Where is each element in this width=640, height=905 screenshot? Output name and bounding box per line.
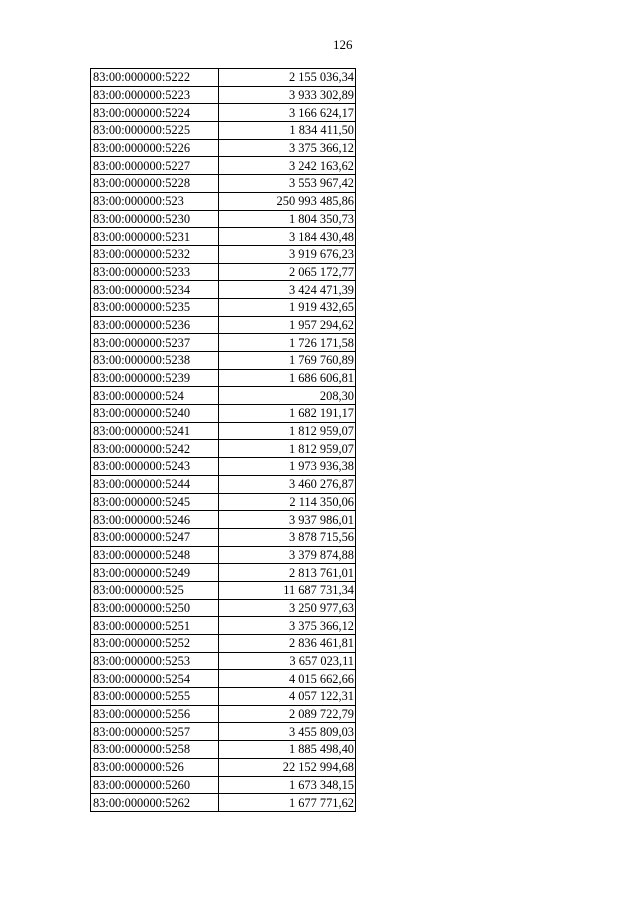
table-row <box>91 422 356 440</box>
table-row <box>91 688 356 706</box>
table-row <box>91 475 356 493</box>
table-row <box>91 741 356 759</box>
table-row <box>91 635 356 653</box>
value-cell: 1 957 294,62 <box>219 316 356 334</box>
value-cell: 3 242 163,62 <box>219 157 356 175</box>
value-cell: 3 553 967,42 <box>219 175 356 193</box>
value-cell: 3 919 676,23 <box>219 245 356 263</box>
cadastral-number-cell: 83:00:000000:5239 <box>91 369 219 387</box>
cadastral-number-cell: 83:00:000000:5232 <box>91 245 219 263</box>
value-cell: 1 682 191,17 <box>219 405 356 423</box>
table-row <box>91 670 356 688</box>
cadastral-number-cell: 83:00:000000:5238 <box>91 352 219 370</box>
value-cell: 2 155 036,34 <box>219 69 356 87</box>
value-cell: 3 379 874,88 <box>219 546 356 564</box>
value-cell: 22 152 994,68 <box>219 758 356 776</box>
value-cell: 3 657 023,11 <box>219 652 356 670</box>
table-row <box>91 405 356 423</box>
value-cell: 3 250 977,63 <box>219 599 356 617</box>
cadastral-number-cell: 83:00:000000:5244 <box>91 475 219 493</box>
value-cell: 1 673 348,15 <box>219 776 356 794</box>
table-row <box>91 228 356 246</box>
cadastral-number-cell: 83:00:000000:5233 <box>91 263 219 281</box>
value-cell: 1 686 606,81 <box>219 369 356 387</box>
page-number: 126 <box>333 37 353 52</box>
value-cell: 3 375 366,12 <box>219 617 356 635</box>
cadastral-number-cell: 83:00:000000:5254 <box>91 670 219 688</box>
table-row <box>91 581 356 599</box>
cadastral-number-cell: 83:00:000000:5243 <box>91 458 219 476</box>
cadastral-number-cell: 83:00:000000:5245 <box>91 493 219 511</box>
cadastral-number-cell: 83:00:000000:5225 <box>91 122 219 140</box>
table-row <box>91 794 356 812</box>
table-row <box>91 86 356 104</box>
table-row <box>91 245 356 263</box>
table-row <box>91 564 356 582</box>
table-row <box>91 369 356 387</box>
value-cell: 1 973 936,38 <box>219 458 356 476</box>
table-row <box>91 281 356 299</box>
value-cell: 3 878 715,56 <box>219 528 356 546</box>
value-cell: 2 114 350,06 <box>219 493 356 511</box>
table-row <box>91 528 356 546</box>
cadastral-number-cell: 83:00:000000:5251 <box>91 617 219 635</box>
value-cell: 2 089 722,79 <box>219 705 356 723</box>
cadastral-number-cell: 83:00:000000:5231 <box>91 228 219 246</box>
table-row <box>91 599 356 617</box>
value-cell: 2 065 172,77 <box>219 263 356 281</box>
table-row <box>91 511 356 529</box>
cadastral-number-cell: 83:00:000000:5257 <box>91 723 219 741</box>
cadastral-number-cell: 83:00:000000:5236 <box>91 316 219 334</box>
cadastral-number-cell: 83:00:000000:5226 <box>91 139 219 157</box>
table-row <box>91 440 356 458</box>
cadastral-number-cell: 83:00:000000:5228 <box>91 175 219 193</box>
table-row <box>91 139 356 157</box>
cadastral-number-cell: 83:00:000000:5241 <box>91 422 219 440</box>
value-cell: 1 919 432,65 <box>219 298 356 316</box>
cadastral-number-cell: 83:00:000000:5256 <box>91 705 219 723</box>
table-row <box>91 192 356 210</box>
cadastral-number-cell: 83:00:000000:5240 <box>91 405 219 423</box>
value-cell: 3 455 809,03 <box>219 723 356 741</box>
cadastral-number-cell: 83:00:000000:5235 <box>91 298 219 316</box>
table-row <box>91 334 356 352</box>
value-cell: 250 993 485,86 <box>219 192 356 210</box>
value-cell: 3 375 366,12 <box>219 139 356 157</box>
table-row <box>91 263 356 281</box>
cadastral-number-cell: 83:00:000000:5252 <box>91 635 219 653</box>
cadastral-number-cell: 83:00:000000:5255 <box>91 688 219 706</box>
value-cell: 2 836 461,81 <box>219 635 356 653</box>
table-row <box>91 387 356 405</box>
cadastral-number-cell: 83:00:000000:5262 <box>91 794 219 812</box>
table-row <box>91 175 356 193</box>
value-cell: 3 166 624,17 <box>219 104 356 122</box>
table-row <box>91 776 356 794</box>
value-cell: 4 015 662,66 <box>219 670 356 688</box>
cadastral-number-cell: 83:00:000000:5227 <box>91 157 219 175</box>
table-row <box>91 210 356 228</box>
table-row <box>91 316 356 334</box>
cadastral-number-cell: 83:00:000000:5247 <box>91 528 219 546</box>
cadastral-number-cell: 83:00:000000:524 <box>91 387 219 405</box>
table-row <box>91 298 356 316</box>
value-cell: 3 424 471,39 <box>219 281 356 299</box>
value-cell: 1 677 771,62 <box>219 794 356 812</box>
table-row <box>91 617 356 635</box>
cadastral-value-table <box>90 68 356 812</box>
cadastral-number-cell: 83:00:000000:5258 <box>91 741 219 759</box>
value-cell: 2 813 761,01 <box>219 564 356 582</box>
table-row <box>91 723 356 741</box>
cadastral-number-cell: 83:00:000000:5222 <box>91 69 219 87</box>
cadastral-number-cell: 83:00:000000:523 <box>91 192 219 210</box>
cadastral-number-cell: 83:00:000000:525 <box>91 581 219 599</box>
cadastral-number-cell: 83:00:000000:5246 <box>91 511 219 529</box>
value-cell: 3 937 986,01 <box>219 511 356 529</box>
value-cell: 3 184 430,48 <box>219 228 356 246</box>
table-row <box>91 493 356 511</box>
cadastral-number-cell: 83:00:000000:5223 <box>91 86 219 104</box>
cadastral-number-cell: 83:00:000000:5242 <box>91 440 219 458</box>
cadastral-number-cell: 83:00:000000:5230 <box>91 210 219 228</box>
value-cell: 3 460 276,87 <box>219 475 356 493</box>
table-body <box>91 69 356 812</box>
value-cell: 3 933 302,89 <box>219 86 356 104</box>
cadastral-number-cell: 83:00:000000:5260 <box>91 776 219 794</box>
table-row <box>91 458 356 476</box>
table-row <box>91 157 356 175</box>
value-cell: 11 687 731,34 <box>219 581 356 599</box>
cadastral-number-cell: 83:00:000000:5248 <box>91 546 219 564</box>
table-row <box>91 705 356 723</box>
value-cell: 1 804 350,73 <box>219 210 356 228</box>
table-row <box>91 652 356 670</box>
cadastral-number-cell: 83:00:000000:526 <box>91 758 219 776</box>
table-row <box>91 69 356 87</box>
table-row <box>91 758 356 776</box>
cadastral-number-cell: 83:00:000000:5237 <box>91 334 219 352</box>
table-row <box>91 352 356 370</box>
table-row <box>91 546 356 564</box>
table-row <box>91 104 356 122</box>
value-cell: 208,30 <box>219 387 356 405</box>
value-cell: 1 834 411,50 <box>219 122 356 140</box>
table-row <box>91 122 356 140</box>
cadastral-number-cell: 83:00:000000:5253 <box>91 652 219 670</box>
cadastral-number-cell: 83:00:000000:5234 <box>91 281 219 299</box>
value-cell: 1 769 760,89 <box>219 352 356 370</box>
value-cell: 1 812 959,07 <box>219 440 356 458</box>
value-cell: 4 057 122,31 <box>219 688 356 706</box>
cadastral-number-cell: 83:00:000000:5250 <box>91 599 219 617</box>
value-cell: 1 812 959,07 <box>219 422 356 440</box>
cadastral-number-cell: 83:00:000000:5224 <box>91 104 219 122</box>
cadastral-number-cell: 83:00:000000:5249 <box>91 564 219 582</box>
value-cell: 1 726 171,58 <box>219 334 356 352</box>
value-cell: 1 885 498,40 <box>219 741 356 759</box>
